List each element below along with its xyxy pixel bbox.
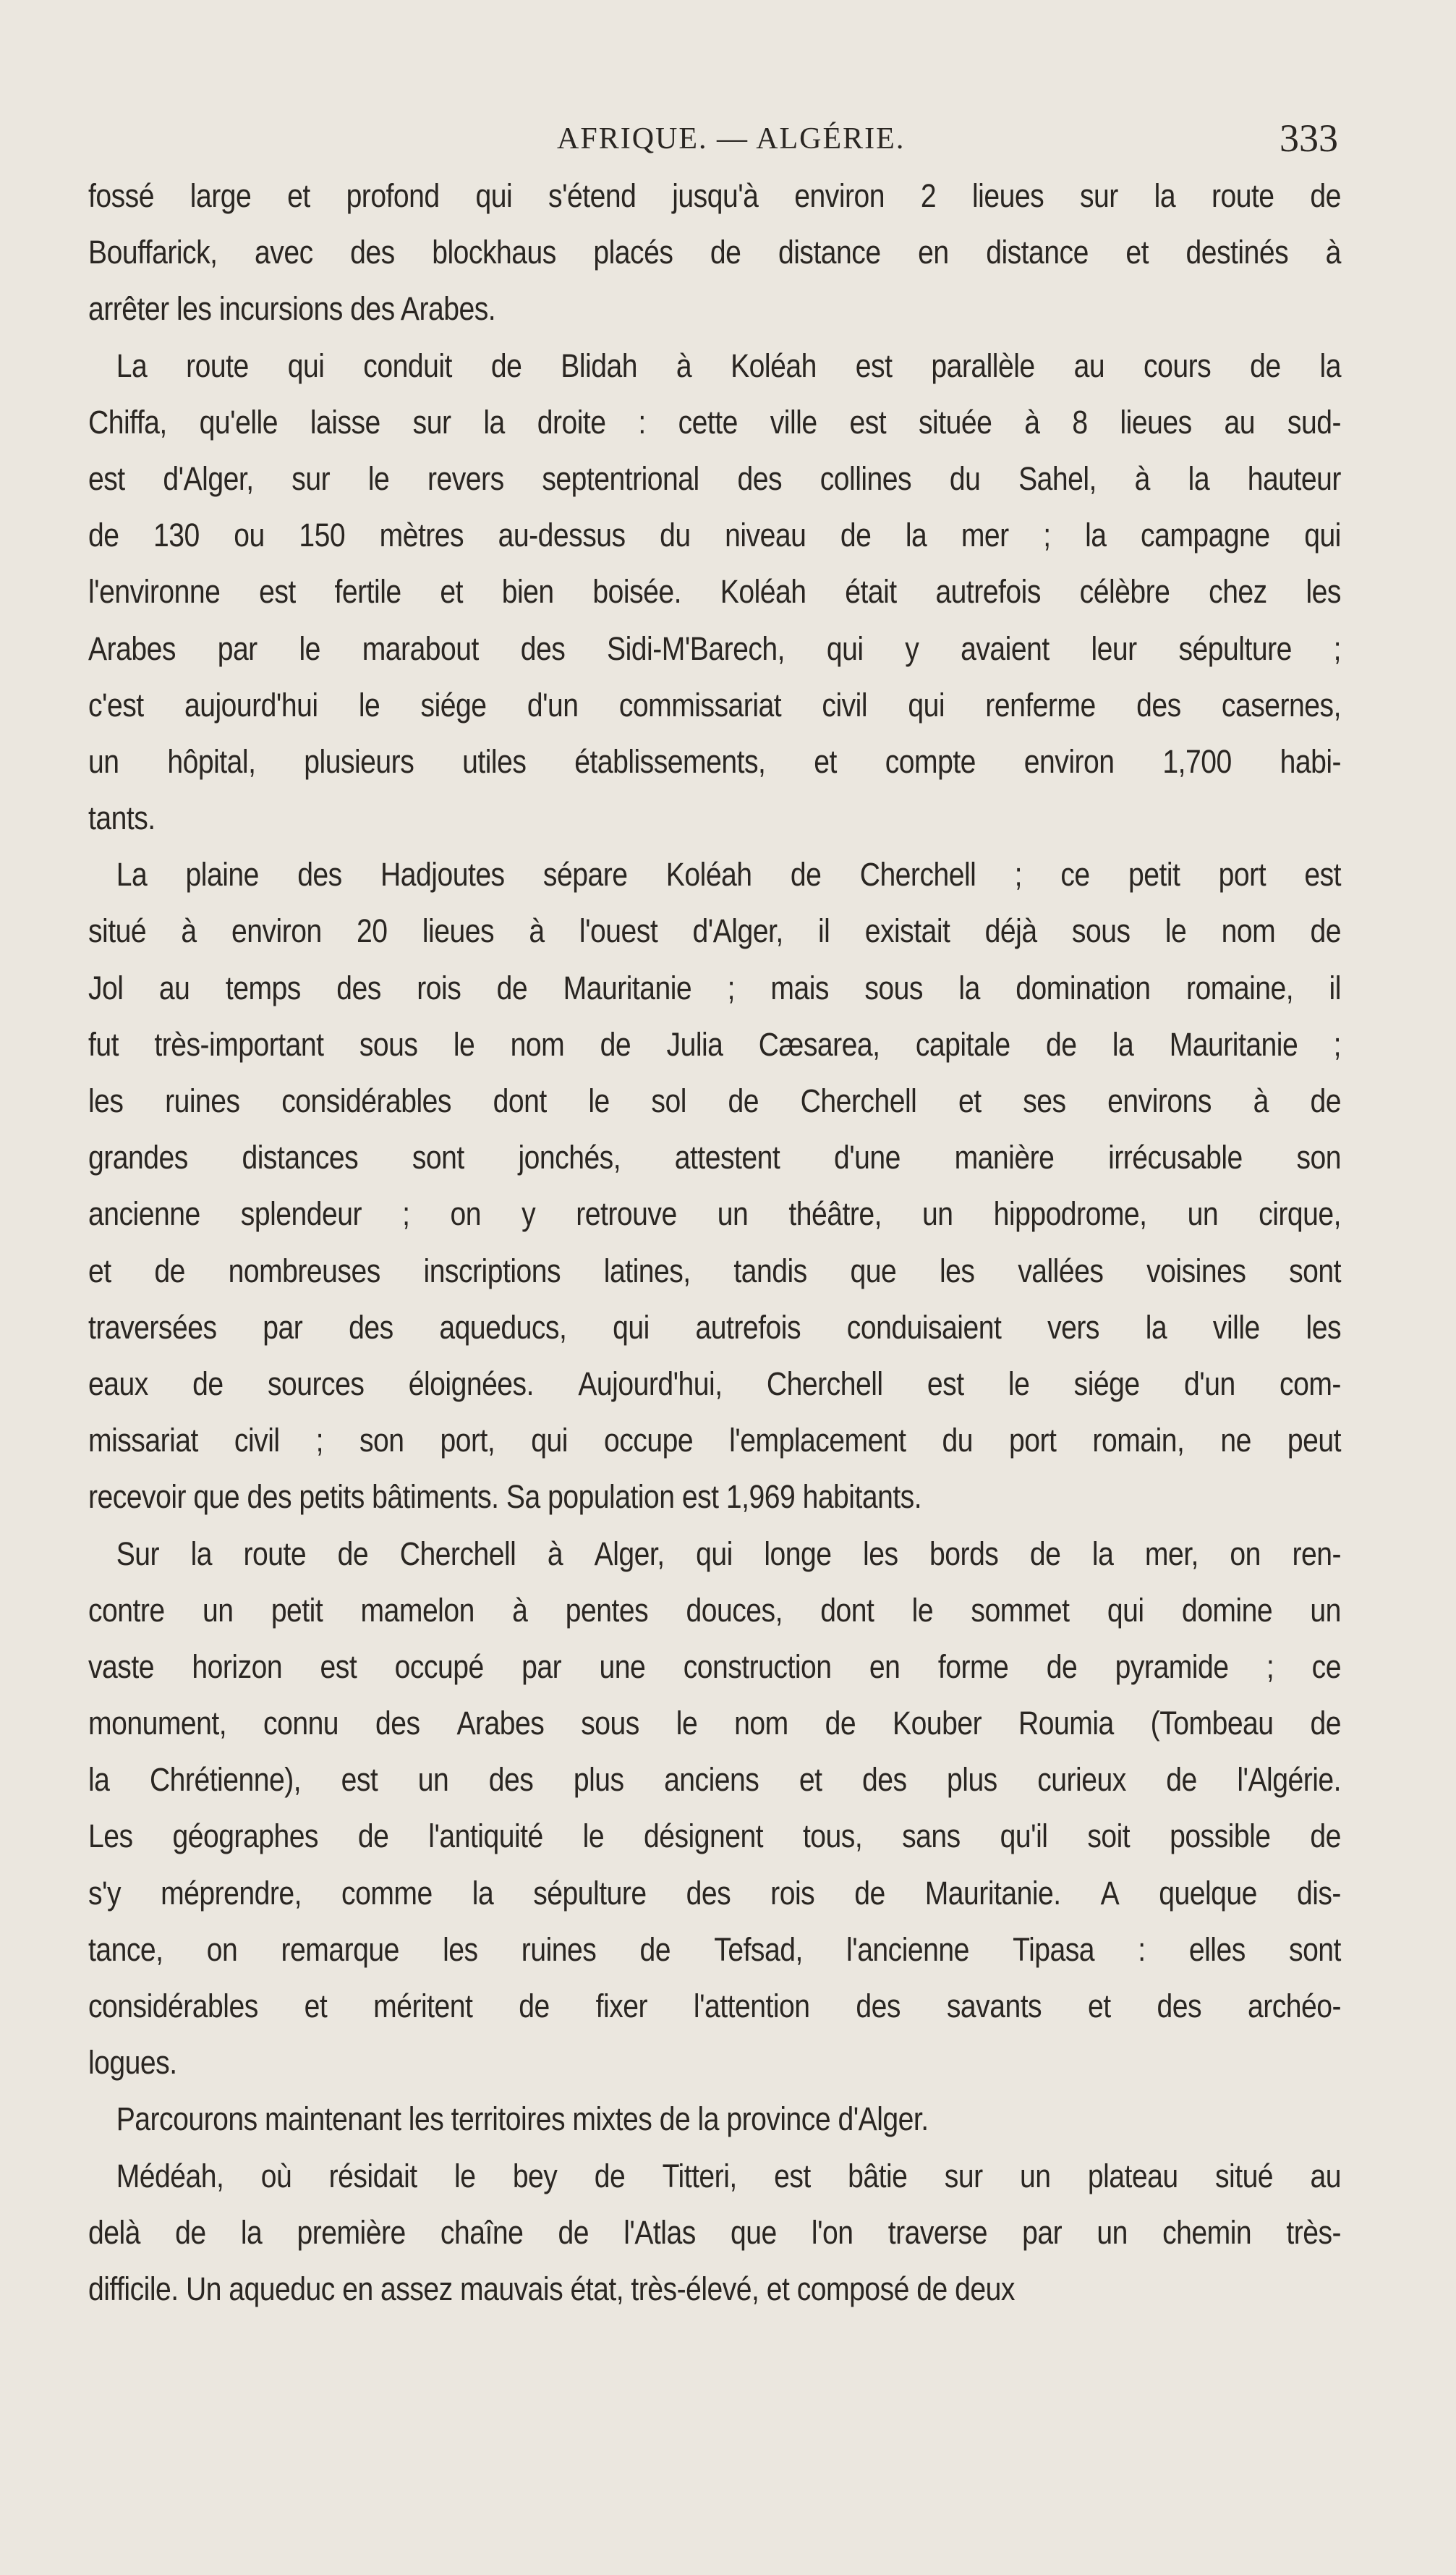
text-line: Jol au temps des rois de Mauritanie ; mais sous la domination romaine, il bbox=[88, 969, 1341, 1006]
text-line: Bouffarick, avec des blockhaus placés de distance en distance et destinés à bbox=[88, 234, 1341, 271]
page-number: 333 bbox=[1280, 116, 1338, 160]
text-line: difficile. Un aqueduc en assez mauvais état, très-élevé, et composé de deux bbox=[88, 2270, 1015, 2307]
text-line: tants. bbox=[88, 799, 156, 837]
text-line: contre un petit mamelon à pentes douces, dont le sommet qui domine un bbox=[88, 1591, 1341, 1629]
body-text bbox=[88, 168, 1341, 2317]
text-line: de 130 ou 150 mètres au-dessus du niveau de la mer ; la campagne qui bbox=[88, 517, 1341, 554]
text-line: La plaine des Hadjoutes sépare Koléah de Cherchell ; ce petit port est bbox=[116, 856, 1342, 894]
text-line: Médéah, où résidait le bey de Titteri, est bâtie sur un plateau situé au bbox=[116, 2157, 1341, 2194]
text-line: missariat civil ; son port, qui occupe l'emplacement du port romain, ne peut bbox=[88, 1422, 1341, 1459]
text-line: logues. bbox=[88, 2044, 177, 2082]
text-line: eaux de sources éloignées. Aujourd'hui, Cherchell est le siége d'un com- bbox=[88, 1365, 1341, 1402]
text-line: traversées par des aqueducs, qui autrefois conduisaient vers la ville les bbox=[88, 1308, 1342, 1346]
page-header bbox=[87, 116, 1338, 166]
text-line: recevoir que des petits bâtiments. Sa population est 1,969 habitants. bbox=[88, 1478, 922, 1516]
text-line: Parcourons maintenant les territoires mixtes de la province d'Alger. bbox=[116, 2100, 929, 2138]
running-head: AFRIQUE. — ALGÉRIE. bbox=[557, 122, 906, 156]
text-line: delà de la première chaîne de l'Atlas que l'on traverse par un chemin très- bbox=[88, 2213, 1342, 2251]
text-column bbox=[88, 168, 1341, 2317]
text-line: est d'Alger, sur le revers septentrional des collines du Sahel, à la hauteur bbox=[88, 459, 1341, 497]
text-line: monument, connu des Arabes sous le nom de Kouber Roumia (Tombeau de bbox=[88, 1705, 1341, 1742]
text-line: s'y méprendre, comme la sépulture des rois de Mauritanie. A quelque dis- bbox=[88, 1874, 1341, 1912]
text-line: Les géographes de l'antiquité le désignent tous, sans qu'il soit possible de bbox=[88, 1817, 1341, 1855]
text-line: situé à environ 20 lieues à l'ouest d'Alger, il existait déjà sous le nom de bbox=[88, 912, 1341, 950]
text-line: La route qui conduit de Blidah à Koléah est parallèle au cours de la bbox=[116, 347, 1341, 384]
text-line: vaste horizon est occupé par une construction en forme de pyramide ; ce bbox=[88, 1647, 1341, 1685]
text-line: fut très-important sous le nom de Julia Cæsarea, capitale de la Mauritanie ; bbox=[88, 1025, 1341, 1063]
text-line: un hôpital, plusieurs utiles établissements, et compte environ 1,700 habi- bbox=[88, 742, 1342, 780]
text-line: ancienne splendeur ; on y retrouve un théâtre, un hippodrome, un cirque, bbox=[88, 1195, 1342, 1233]
text-line: considérables et méritent de fixer l'attention des savants et des archéo- bbox=[88, 1988, 1342, 2024]
text-line: Arabes par le marabout des Sidi-M'Barech, qui y avaient leur sépulture ; bbox=[88, 629, 1341, 667]
text-line: et de nombreuses inscriptions latines, tandis que les vallées voisines sont bbox=[88, 1252, 1342, 1289]
text-line: fossé large et profond qui s'étend jusqu'à environ 2 lieues sur la route de bbox=[88, 177, 1341, 214]
text-line: Chiffa, qu'elle laisse sur la droite : cette ville est située à 8 lieues au sud- bbox=[88, 403, 1341, 441]
text-line: tance, on remarque les ruines de Tefsad, l'ancienne Tipasa : elles sont bbox=[88, 1930, 1341, 1968]
text-line: la Chrétienne), est un des plus anciens et des plus curieux de l'Algérie. bbox=[88, 1761, 1341, 1799]
text-line: Sur la route de Cherchell à Alger, qui longe les bords de la mer, on ren- bbox=[116, 1535, 1341, 1572]
text-line: c'est aujourd'hui le siége d'un commissariat civil qui renferme des casernes, bbox=[88, 686, 1341, 724]
text-line: l'environne est fertile et bien boisée. Koléah était autrefois célèbre chez les bbox=[88, 573, 1341, 611]
text-line: les ruines considérables dont le sol de Cherchell et ses environs à de bbox=[88, 1082, 1341, 1119]
text-line: grandes distances sont jonchés, attestent d'une manière irrécusable son bbox=[88, 1139, 1342, 1176]
text-line: arrêter les incursions des Arabes. bbox=[88, 290, 496, 328]
